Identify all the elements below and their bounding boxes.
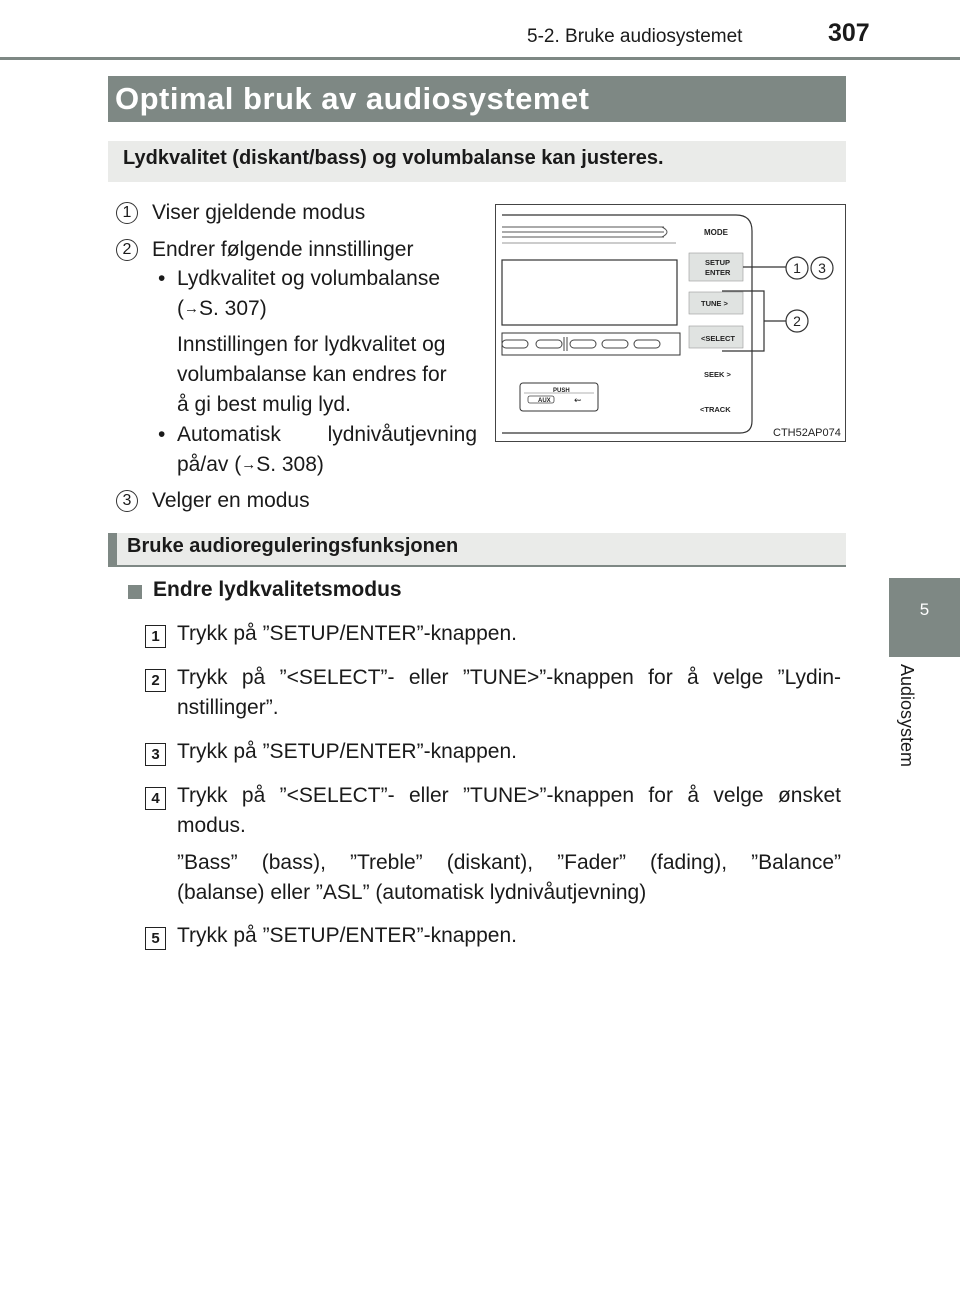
step-number-2: 2 — [145, 669, 166, 692]
header-rule — [0, 57, 960, 60]
usb-icon: ⇜ — [574, 395, 582, 405]
item-text-3: Velger en modus — [152, 489, 310, 512]
reference-arrow-icon: → — [184, 300, 199, 317]
bullet-2-ref — [177, 450, 324, 480]
bullet-2-prefix: på/av ( — [177, 453, 242, 476]
item-number-2: 2 — [116, 239, 138, 261]
callout-2: 2 — [793, 313, 801, 329]
aux-label: AUX — [538, 398, 551, 404]
chapter-label-text: Audiosystem — [897, 664, 917, 768]
bullet-dot-2: • — [158, 423, 166, 446]
intro-text: Lydkvalitet (diskant/bass) og volumbalanse kan justeres. — [123, 147, 664, 169]
step-2-line-1: Trykk på ”<SELECT”- eller ”TUNE>”-knappen for å velge ”Lydin- — [177, 666, 841, 689]
item-text-2: Endrer følgende innstillinger — [152, 238, 414, 261]
running-header: 5-2. Bruke audiosystemet — [527, 26, 743, 47]
bullet-1-text: Lydkvalitet og volumbalanse — [177, 267, 441, 290]
step-number-4: 4 — [145, 787, 166, 810]
item-number-3: 3 — [116, 490, 138, 512]
mode-button-label: MODE — [704, 228, 728, 237]
page-title: Optimal bruk av audiosystemet — [115, 81, 590, 116]
chapter-number: 5 — [919, 600, 930, 619]
callout-1: 1 — [793, 260, 801, 276]
seek-button-label: SEEK > — [704, 370, 731, 379]
push-label: PUSH — [553, 388, 570, 394]
step-number-3: 3 — [145, 743, 166, 766]
bullet-1-desc-3: å gi best mulig lyd. — [177, 393, 351, 416]
tune-button-label: TUNE > — [701, 299, 728, 308]
step-4-line-1: Trykk på ”<SELECT”- eller ”TUNE>”-knappen for å velge ønsket — [177, 784, 841, 807]
chapter-label — [896, 664, 916, 794]
item-text-1: Viser gjeldende modus — [152, 201, 366, 224]
enter-button-label: ENTER — [705, 268, 731, 277]
item-number-1: 1 — [116, 202, 138, 224]
bullet-1-desc-1: Innstillingen for lydkvalitet og — [177, 333, 446, 356]
bullet-1-desc-2: volumbalanse kan endres for — [177, 363, 447, 386]
step-4-note-1: ”Bass” (bass), ”Treble” (diskant), ”Fader” (fading), ”Balance” — [177, 851, 841, 874]
callout-3: 3 — [818, 260, 826, 276]
reference-arrow-icon: → — [241, 456, 257, 473]
bullet-1-ref: (→S. 307) — [177, 294, 267, 324]
audio-panel-figure — [495, 204, 846, 442]
subheading: Endre lydkvalitetsmodus — [153, 578, 402, 601]
track-button-label: <TRACK — [700, 405, 731, 414]
step-5-text: Trykk på ”SETUP/ENTER”-knappen. — [177, 924, 517, 947]
step-number-5: 5 — [145, 927, 166, 950]
section-heading: Bruke audioreguleringsfunksjonen — [127, 535, 459, 557]
audio-panel-drawing — [496, 205, 845, 441]
select-button-label: <SELECT — [701, 334, 735, 343]
step-number-1: 1 — [145, 625, 166, 648]
bullet-1-ref-text: S. 307) — [199, 297, 267, 320]
step-4-note-2: (balanse) eller ”ASL” (automatisk lydnivåutjevning) — [177, 881, 647, 904]
bullet-2-ref-text: S. 308) — [256, 453, 324, 476]
step-2-line-2: nstillinger”. — [177, 696, 279, 719]
setup-button-label: SETUP — [705, 258, 731, 267]
square-bullet-icon — [128, 585, 142, 599]
figure-code: CTH52AP074 — [773, 427, 841, 439]
bullet-2-text: Automatisk lydnivåutjevning — [177, 423, 477, 446]
page-number: 307 — [828, 19, 870, 47]
step-1-text: Trykk på ”SETUP/ENTER”-knappen. — [177, 622, 517, 645]
step-3-text: Trykk på ”SETUP/ENTER”-knappen. — [177, 740, 517, 763]
step-4-line-2: modus. — [177, 814, 246, 837]
bullet-dot-1: • — [158, 267, 166, 290]
